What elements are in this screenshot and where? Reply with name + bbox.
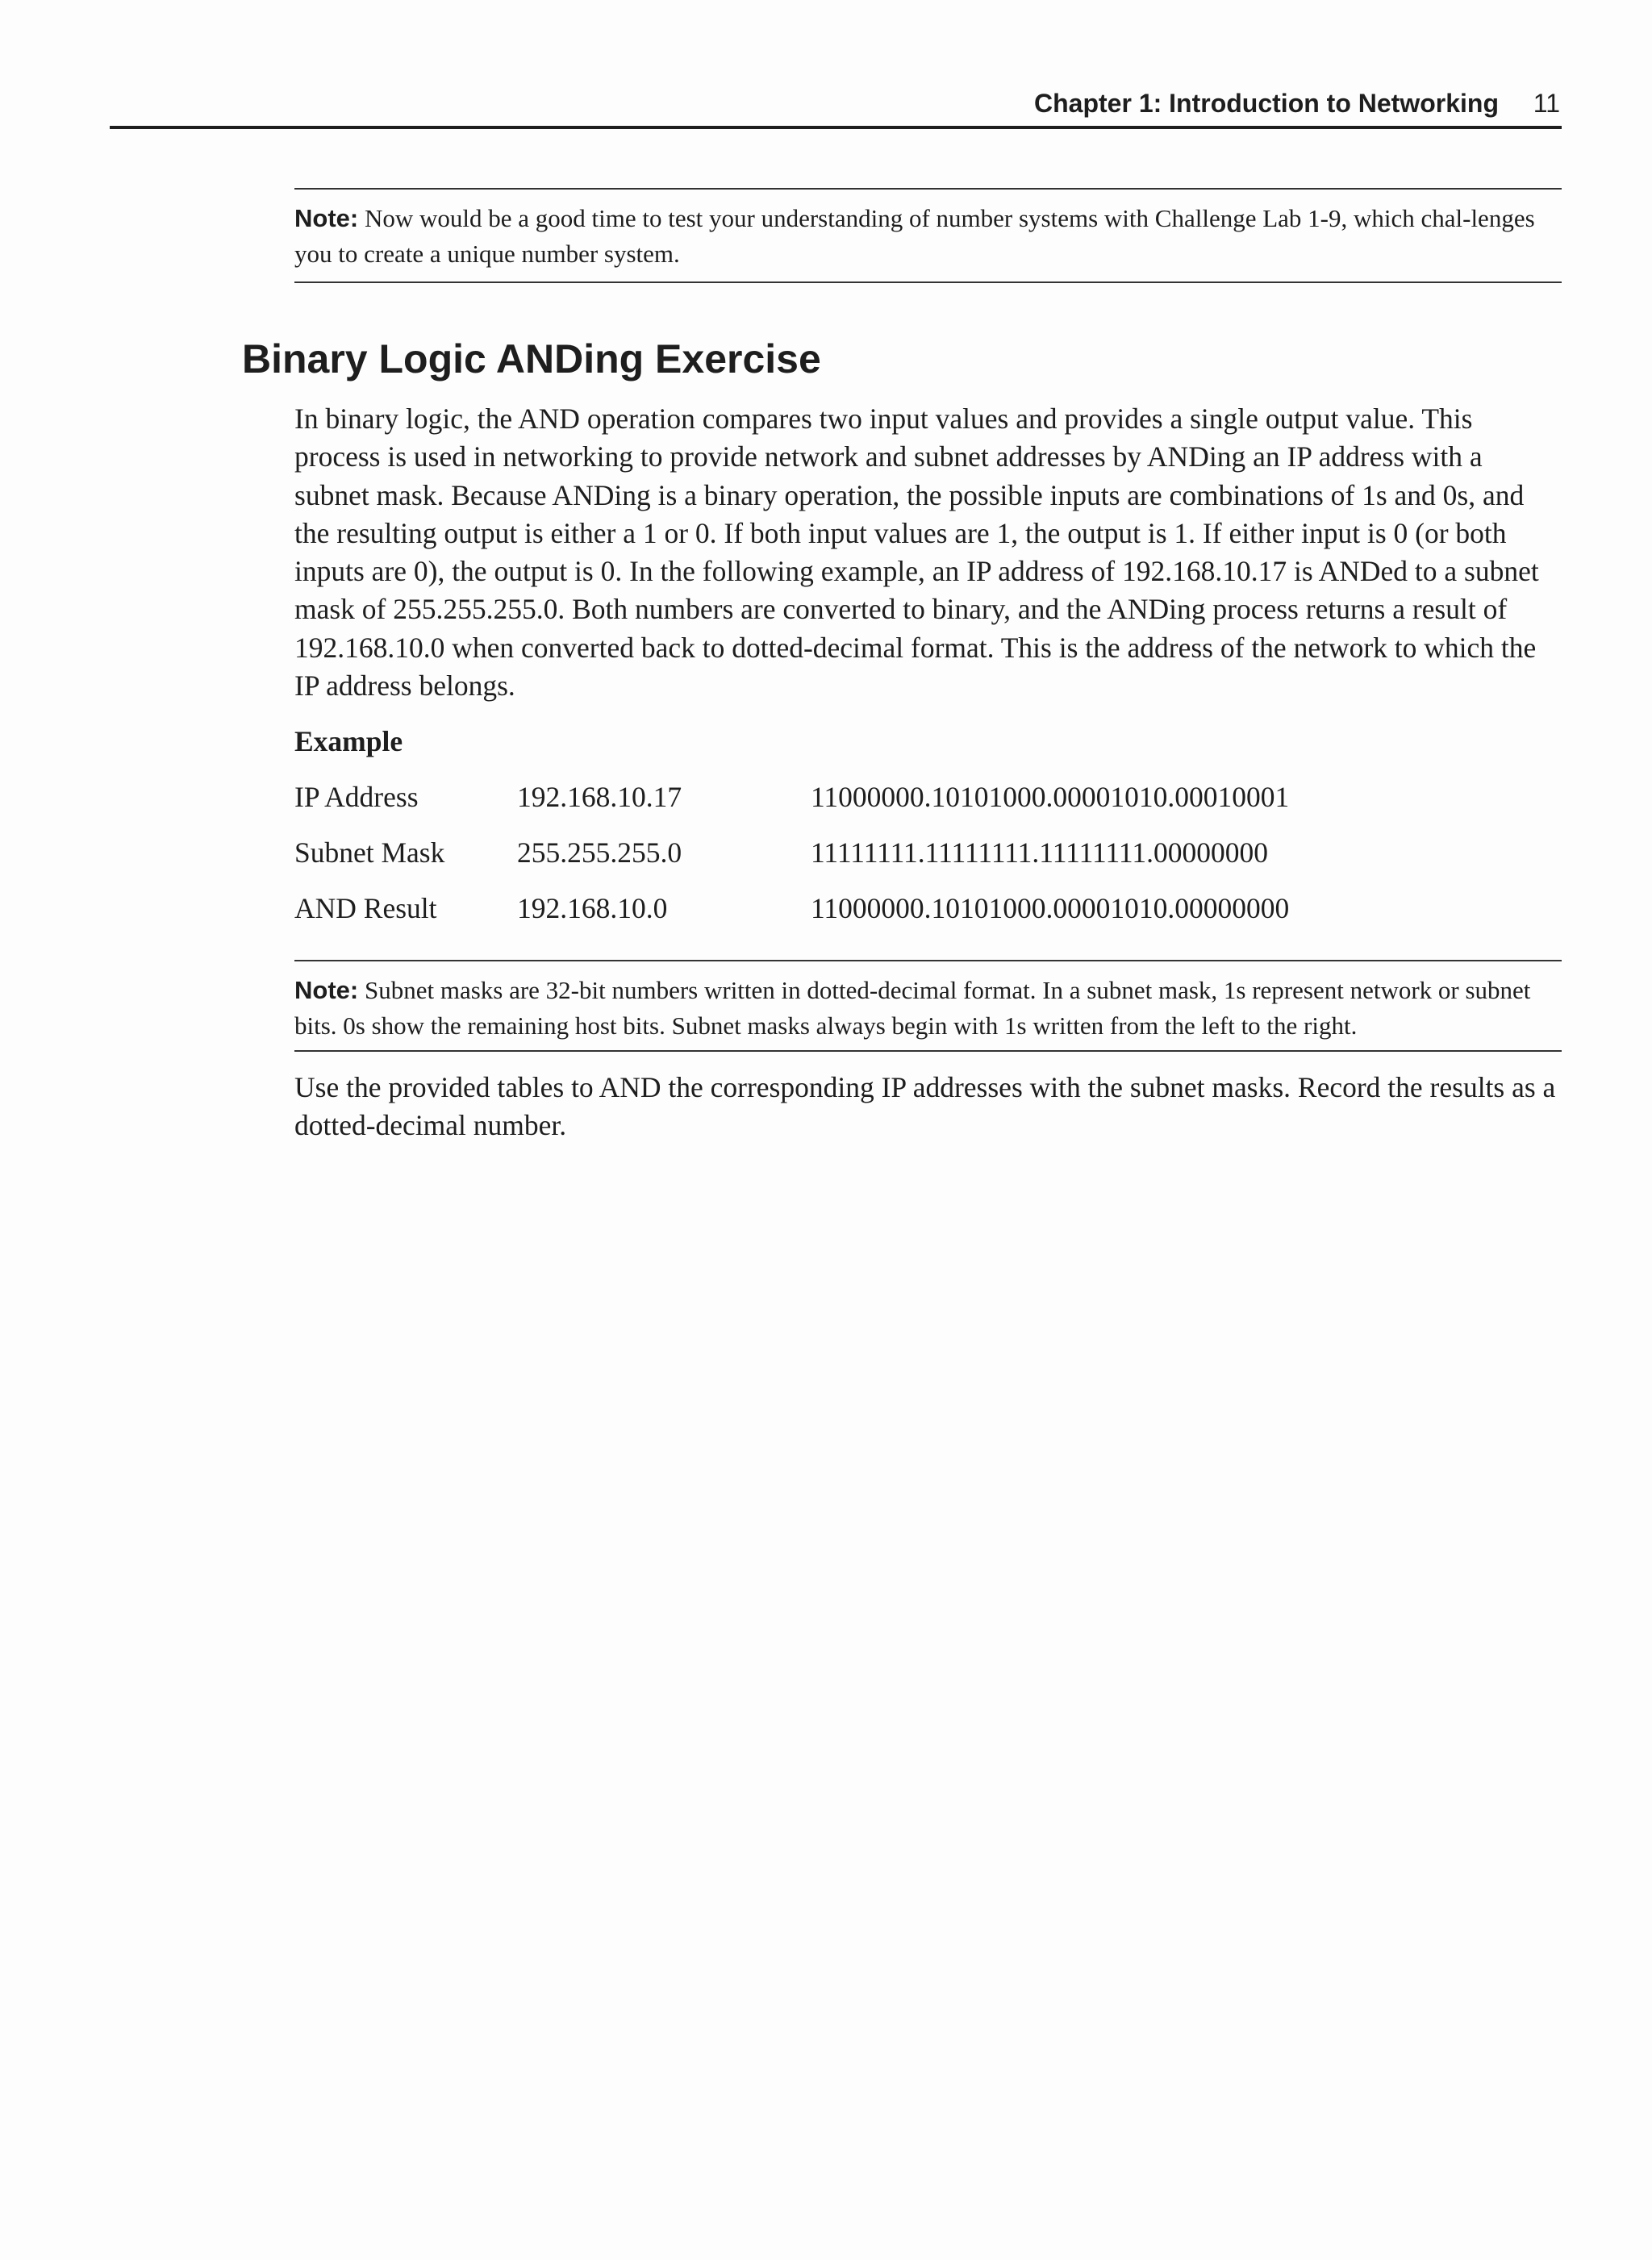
note-label: Note: (294, 976, 359, 1004)
example-row-and-result (294, 889, 1562, 928)
row-binary: 11000000.10101000.00001010.00000000 (811, 892, 1290, 924)
row-decimal: 255.255.255.0 (517, 836, 682, 869)
note-text: Now would be a good time to test your understanding of number systems with Challenge Lab 1-9, which chal-lenges you to create a unique number system. (294, 204, 1535, 268)
example-row-ip-address (294, 778, 1562, 816)
note-text: Subnet masks are 32-bit numbers written in dotted-decimal format. In a subnet mask, 1s represent network or subnet bits. 0s show the remaining host bits. Subnet masks always begin with 1s written from the left to the right. (294, 976, 1531, 1040)
row-binary: 11111111.11111111.11111111.00000000 (811, 836, 1268, 869)
note-box-challenge-lab (294, 188, 1562, 283)
running-header (110, 84, 1562, 129)
note-box-subnet-masks (294, 960, 1562, 1052)
row-decimal: 192.168.10.0 (517, 892, 668, 924)
intro-paragraph: In binary logic, the AND operation compares two input values and provides a single output value. This process is used in networking to provide network and subnet addresses by ANDing an IP address with a subnet mask. Because ANDing is a binary operation, the possible inputs are combinations of 1s and 0s, and the resulting output is either a 1 or 0. If both input values are 1, the output is 1. If either input is 0 (or both inputs are 0), the output is 0. In the following example, an IP address of 192.168.10.17 is ANDed to a subnet mask of 255.255.255.0. Both numbers are converted to binary, and the ANDing process returns a result of 192.168.10.0 when converted back to dotted-decimal format. This is the address of the network to which the IP address belongs. (294, 402, 1539, 703)
page-number: 11 (1533, 89, 1560, 118)
note-label: Note: (294, 204, 359, 232)
row-label: AND Result (294, 892, 437, 924)
row-label: Subnet Mask (294, 836, 445, 869)
section-heading: Binary Logic ANDing Exercise (242, 336, 821, 382)
instructions-paragraph: Use the provided tables to AND the corresponding IP addresses with the subnet masks. Record the results as a dotted-decimal number. (294, 1071, 1556, 1142)
row-label: IP Address (294, 781, 419, 813)
example-label: Example (294, 725, 403, 757)
row-decimal: 192.168.10.17 (517, 781, 682, 813)
row-binary: 11000000.10101000.00001010.00010001 (811, 781, 1290, 813)
example-row-subnet-mask (294, 833, 1562, 872)
chapter-title: Chapter 1: Introduction to Networking (1034, 89, 1499, 118)
